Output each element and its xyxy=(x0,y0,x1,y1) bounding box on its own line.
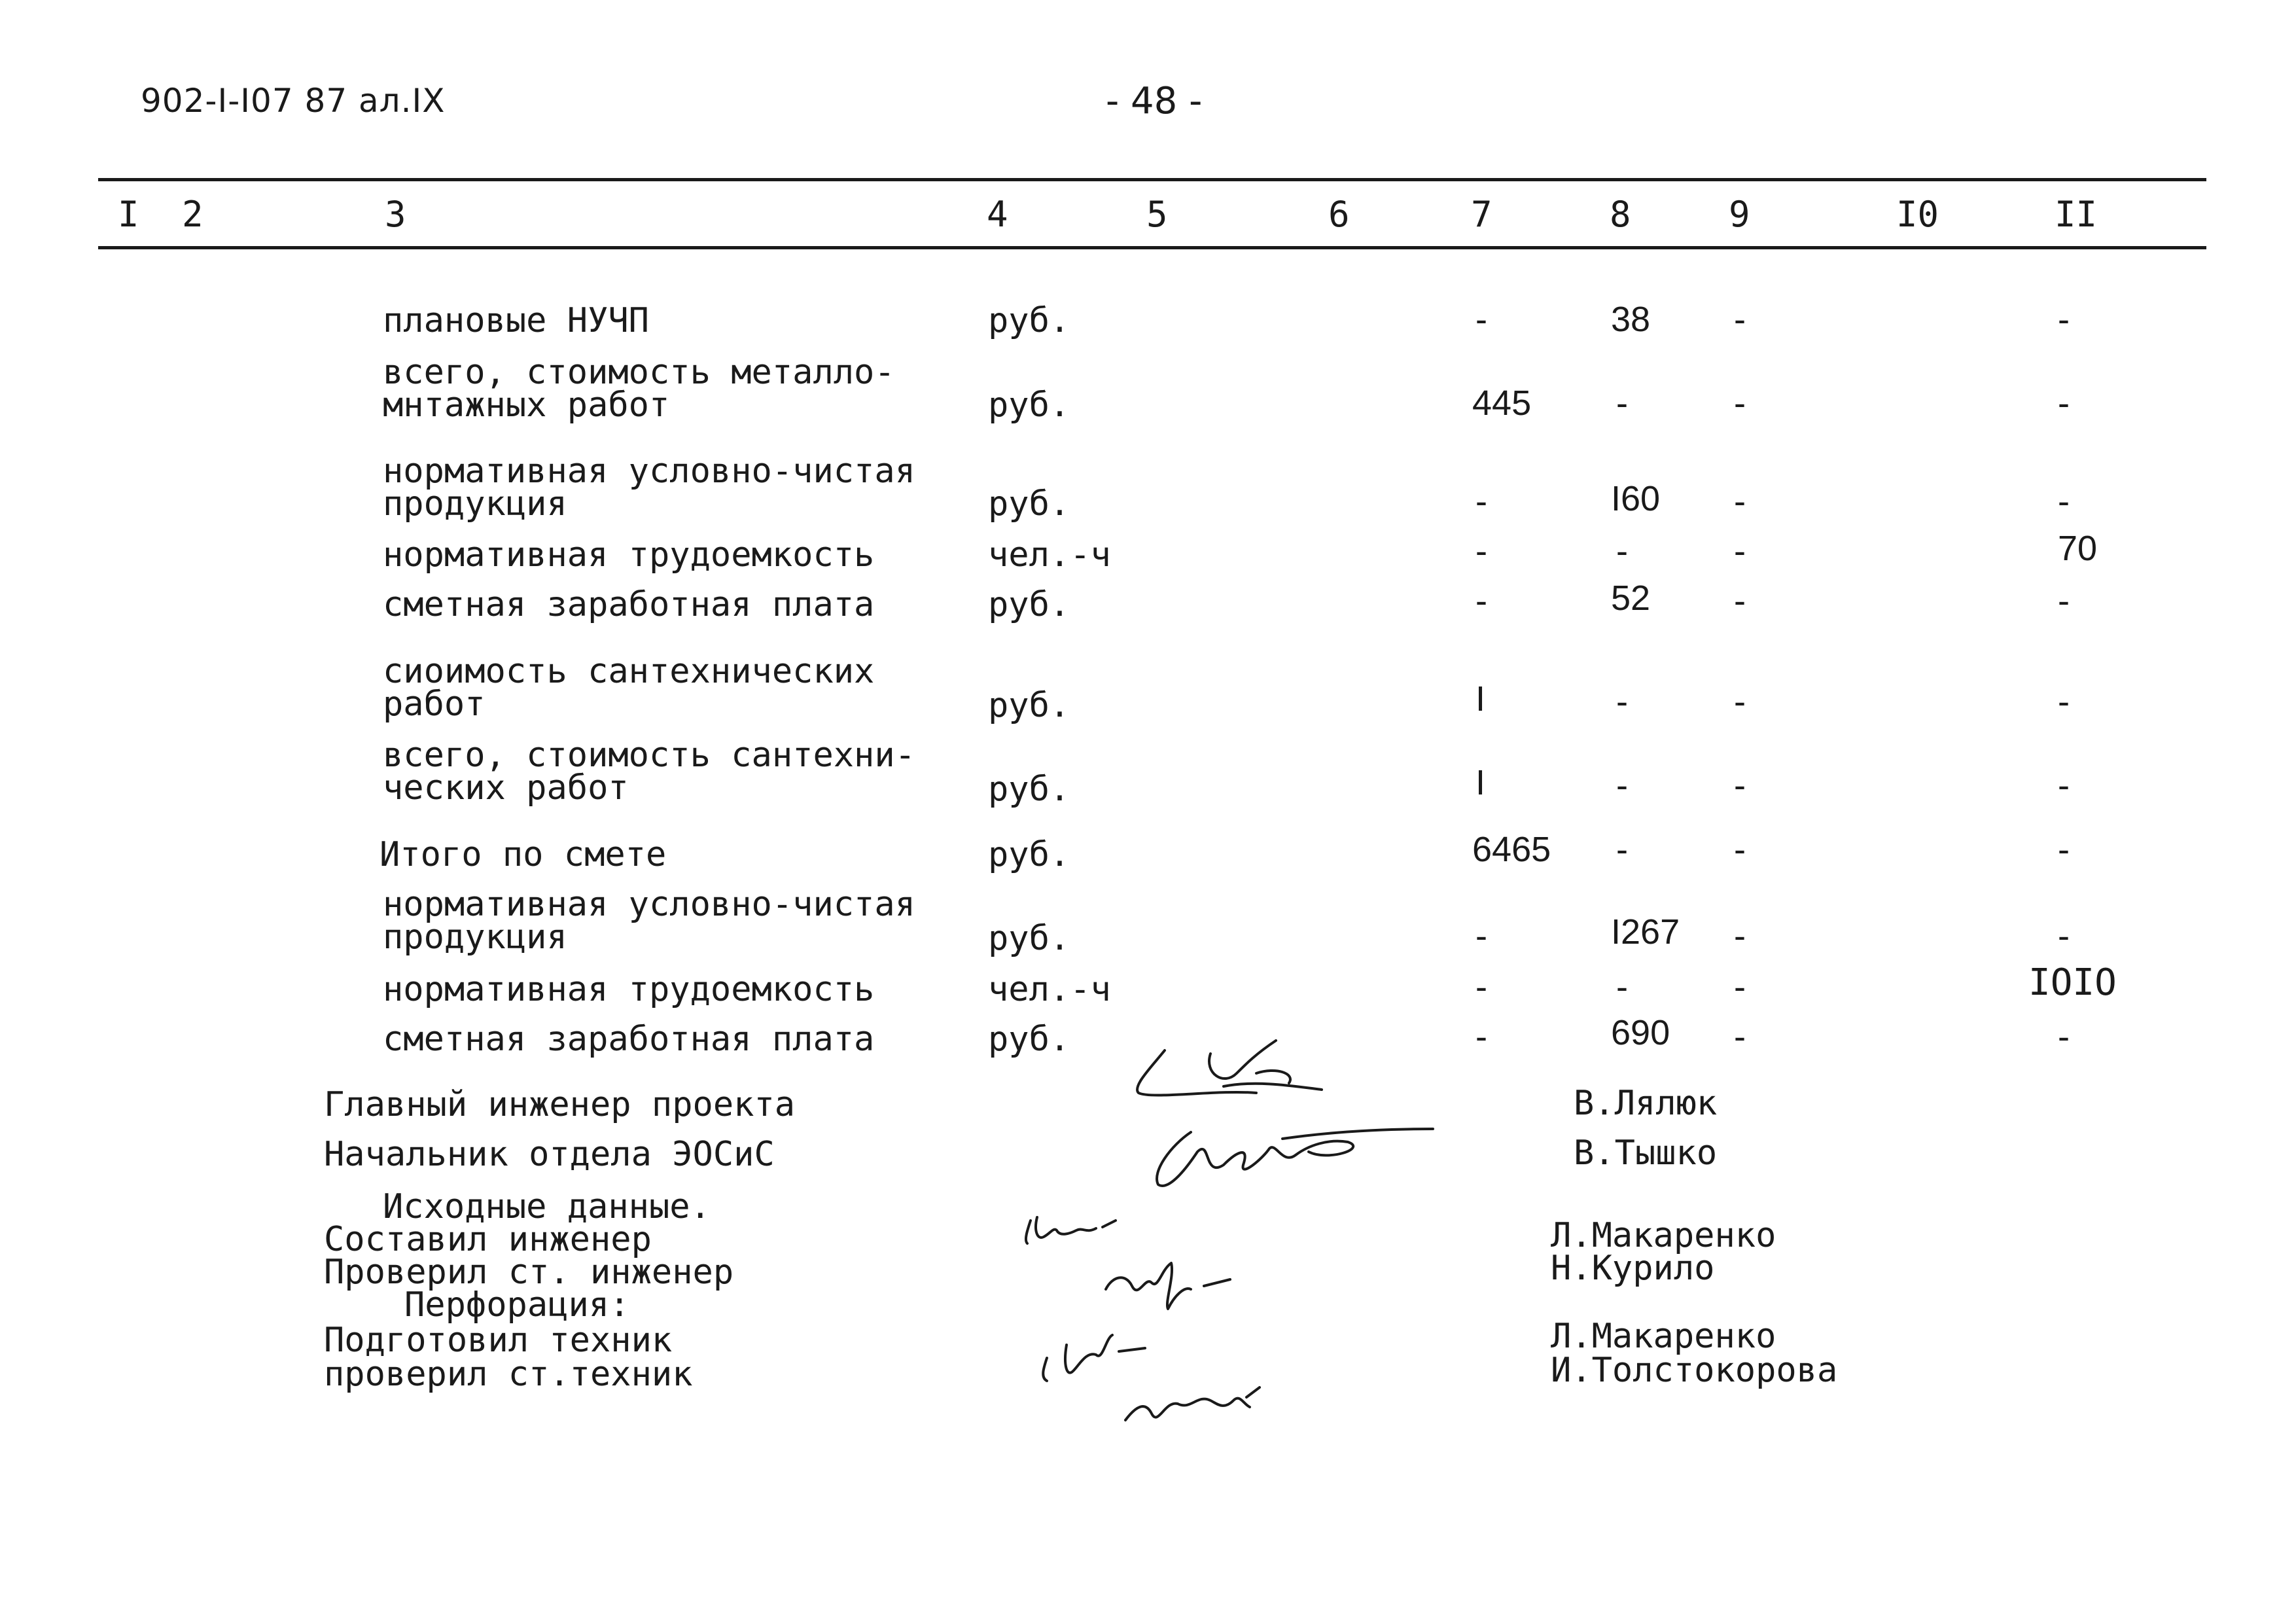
col7-value: - xyxy=(1475,300,1487,339)
row-label: сметная заработная плата xyxy=(383,1020,875,1059)
source-data-heading: Исходные данные. xyxy=(383,1187,711,1226)
col11-value: - xyxy=(2058,300,2070,339)
column-header-7: 7 xyxy=(1471,194,1492,235)
column-header-11: II xyxy=(2055,194,2098,235)
col9-value: - xyxy=(1734,531,1746,571)
col7-value: - xyxy=(1475,531,1487,571)
chief-engineer-signature xyxy=(1125,1027,1400,1119)
col9-value: - xyxy=(1734,766,1746,805)
col8-value: - xyxy=(1616,766,1628,805)
col8-value: 52 xyxy=(1611,579,1651,618)
col7-value: - xyxy=(1475,482,1487,521)
row-unit: руб. xyxy=(988,385,1070,425)
column-header-1: I xyxy=(118,194,139,235)
col7-value: 445 xyxy=(1472,383,1532,423)
col7-value: - xyxy=(1475,581,1487,620)
col9-value: - xyxy=(1734,482,1746,521)
chief-engineer-title: Главный инженер проекта xyxy=(324,1085,796,1124)
col11-value: - xyxy=(2058,830,2070,869)
checked-signature xyxy=(1099,1250,1243,1322)
col9-value: - xyxy=(1734,300,1746,339)
row-unit: чел.-ч xyxy=(988,535,1111,575)
row-unit: руб. xyxy=(988,1020,1070,1059)
row-unit: чел.-ч xyxy=(988,970,1111,1009)
perforation-heading: Перфорация: xyxy=(404,1285,630,1325)
row-unit: руб. xyxy=(988,484,1070,524)
prepared-name: Л.Макаренко xyxy=(1551,1317,1776,1356)
row-label-line2: мнтажных работ xyxy=(383,385,670,425)
row-unit: руб. xyxy=(988,585,1070,624)
column-header-10: I0 xyxy=(1896,194,1939,235)
column-header-5: 5 xyxy=(1146,194,1168,235)
row-label-line1: сиоимость сантехнических xyxy=(383,652,875,691)
prepared-title: Подготовил техник xyxy=(324,1321,673,1360)
row-label-line1: всего, стоимость сантехни- xyxy=(383,736,915,775)
verified-title: проверил ст.техник xyxy=(324,1355,693,1394)
col9-value: - xyxy=(1734,967,1746,1007)
row-label-line2: продукция xyxy=(383,484,567,524)
compiled-title: Составил инженер xyxy=(324,1220,652,1259)
col7-value: - xyxy=(1475,1017,1487,1056)
col9-value: - xyxy=(1734,916,1746,955)
col8-value: - xyxy=(1616,682,1628,721)
col8-value: I267 xyxy=(1611,912,1680,952)
document-code: 902-I-I07 87 ал.IX xyxy=(141,82,446,120)
compiled-name: Л.Макаренко xyxy=(1551,1216,1776,1255)
compiled-signature xyxy=(1017,1201,1148,1253)
row-label: плановые НУЧП xyxy=(383,301,649,340)
col8-value: 38 xyxy=(1611,300,1651,339)
col11-value: - xyxy=(2058,682,2070,721)
col8-value: - xyxy=(1616,967,1628,1007)
column-header-4: 4 xyxy=(987,194,1008,235)
col7-value: I xyxy=(1475,679,1486,719)
row-label-line2: продукция xyxy=(383,918,567,957)
col11-value: - xyxy=(2058,916,2070,955)
col8-value: I60 xyxy=(1611,479,1661,518)
row-label-line2: работ xyxy=(383,685,486,724)
col11-value: IOIO xyxy=(2028,961,2117,1004)
col11-value: - xyxy=(2058,383,2070,423)
page-number: - 48 - xyxy=(1106,80,1203,122)
col11-value: - xyxy=(2058,766,2070,805)
dept-head-title: Начальник отдела ЭОСиС xyxy=(324,1135,775,1174)
row-label-line2: ческих работ xyxy=(383,768,629,808)
col9-value: - xyxy=(1734,1017,1746,1056)
col8-value: - xyxy=(1616,830,1628,869)
dept-head-signature xyxy=(1132,1113,1439,1204)
row-unit: руб. xyxy=(988,686,1070,725)
row-label-line1: нормативная условно-чистая xyxy=(383,452,915,491)
row-unit: руб. xyxy=(988,301,1070,340)
col8-value: - xyxy=(1616,531,1628,571)
col9-value: - xyxy=(1734,581,1746,620)
row-unit: руб. xyxy=(988,835,1070,874)
row-label-line1: всего, стоимость металло- xyxy=(383,353,895,392)
col8-value: - xyxy=(1616,383,1628,423)
col11-value: - xyxy=(2058,581,2070,620)
row-label: Итого по смете xyxy=(380,835,667,874)
col9-value: - xyxy=(1734,383,1746,423)
row-label-line1: нормативная условно-чистая xyxy=(383,885,915,924)
table-top-rule xyxy=(98,178,2206,181)
column-header-3: 3 xyxy=(385,194,406,235)
dept-head-name: В.Тышко xyxy=(1574,1133,1718,1173)
col9-value: - xyxy=(1734,682,1746,721)
col7-value: 6465 xyxy=(1472,830,1551,869)
chief-engineer-name: В.Лялюк xyxy=(1574,1084,1718,1123)
col11-value: - xyxy=(2058,482,2070,521)
col9-value: - xyxy=(1734,830,1746,869)
row-unit: руб. xyxy=(988,770,1070,809)
col11-value: - xyxy=(2058,1017,2070,1056)
column-header-2: 2 xyxy=(182,194,203,235)
col11-value: 70 xyxy=(2058,529,2098,568)
verified-name: И.Толстокорова xyxy=(1551,1351,1838,1390)
row-unit: руб. xyxy=(988,919,1070,958)
row-label: нормативная трудоемкость xyxy=(383,970,875,1009)
row-label: сметная заработная плата xyxy=(383,585,875,624)
col8-value: 690 xyxy=(1611,1013,1670,1052)
column-header-8: 8 xyxy=(1610,194,1631,235)
table-header-bottom-rule xyxy=(98,246,2206,249)
column-header-6: 6 xyxy=(1328,194,1350,235)
column-header-9: 9 xyxy=(1729,194,1750,235)
col7-value: - xyxy=(1475,967,1487,1007)
row-label: нормативная трудоемкость xyxy=(383,535,875,575)
checked-title: Проверил ст. инженер xyxy=(324,1253,734,1292)
verified-signature xyxy=(1119,1374,1276,1446)
col7-value: I xyxy=(1475,763,1486,802)
col7-value: - xyxy=(1475,916,1487,955)
checked-name: Н.Курило xyxy=(1551,1249,1715,1288)
